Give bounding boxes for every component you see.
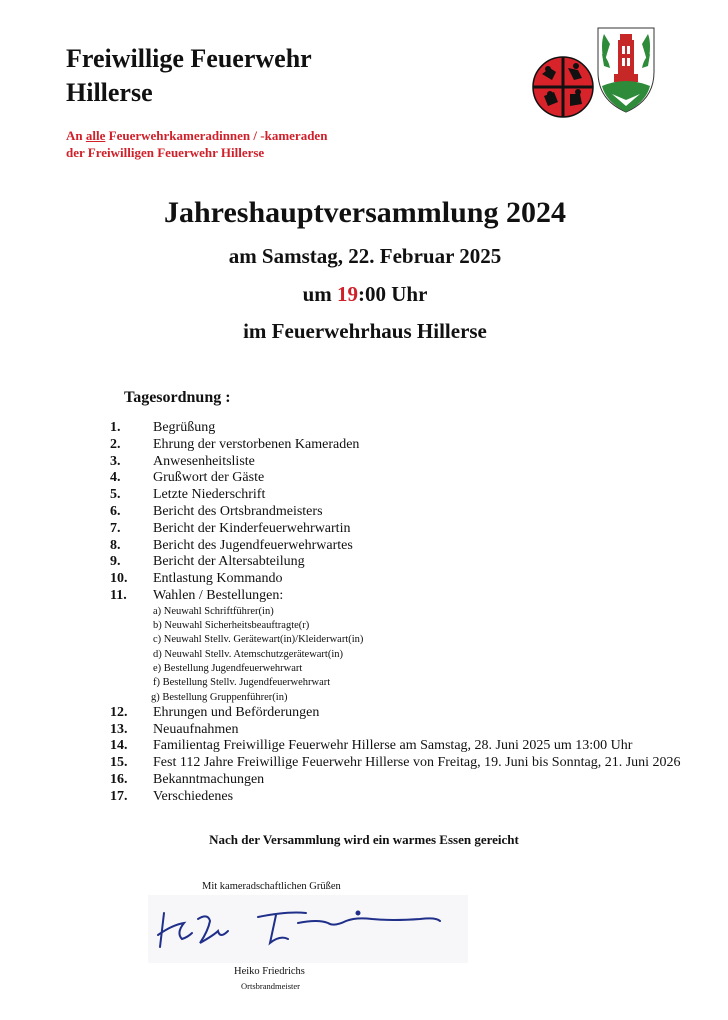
- agenda-item: 16. Bekanntmachungen: [110, 772, 265, 788]
- agenda-item: 9. Bericht der Altersabteilung: [110, 554, 305, 570]
- agenda-item: 4. Grußwort der Gäste: [110, 470, 265, 486]
- agenda-subitem: g) Bestellung Gruppenführer(in): [151, 691, 288, 703]
- agenda-subitem: a) Neuwahl Schriftführer(in): [153, 605, 274, 617]
- agenda-item: 3. Anwesenheitsliste: [110, 453, 255, 469]
- recipients-emphasis: alle: [85, 128, 106, 143]
- agenda-subitem: c) Neuwahl Stellv. Gerätewart(in)/Kleiderwart(in): [153, 634, 364, 646]
- agenda-subitem: e) Bestellung Jugendfeuerwehrwart: [153, 662, 303, 674]
- recipients-line: An alle Feuerwehrkameradinnen / -kameraden der Freiwilligen Feuerwehr Hillerse: [66, 128, 328, 160]
- agenda-item: 11. Wahlen / Bestellungen:: [110, 587, 284, 603]
- agenda-subitem: d) Neuwahl Stellv. Atemschutzgerätewart(in): [153, 648, 344, 660]
- organization-title-line1: Freiwillige Feuerwehr: [66, 44, 312, 73]
- hillerse-coat-of-arms-icon: [598, 28, 654, 112]
- event-title: Jahreshauptversammlung 2024: [164, 196, 566, 229]
- agenda-item: 14. Familientag Freiwillige Feuerwehr Hillerse am Samstag, 28. Juni 2025 um 13:00 Uhr: [110, 738, 633, 754]
- agenda-item: 8. Bericht des Jugendfeuerwehrwartes: [110, 537, 353, 553]
- agenda-item: 10. Entlastung Kommando: [110, 571, 283, 587]
- agenda-title: Tagesordnung :: [124, 389, 231, 406]
- agenda-list: [110, 420, 728, 806]
- event-time-hour: 19: [337, 282, 358, 306]
- agenda-item: 7. Bericht der Kinderfeuerwehrwartin: [110, 520, 351, 536]
- agenda-subitem: f) Bestellung Stellv. Jugendfeuerwehrwart: [153, 677, 331, 689]
- event-date: am Samstag, 22. Februar 2025: [228, 244, 502, 268]
- signer-role: Ortsbrandmeister: [241, 981, 301, 991]
- agenda-item: 15. Fest 112 Jahre Freiwillige Feuerwehr Hillerse von Freitag, 19. Juni bis Sonntag, 21. Juni 2026: [110, 755, 681, 771]
- logos: [530, 24, 660, 124]
- fire-brigade-emblem-icon: [533, 57, 593, 117]
- agenda-item: 1. Begrüßung: [110, 420, 216, 435]
- signer-name: Heiko Friedrichs: [234, 966, 305, 977]
- agenda-item: 6. Bericht des Ortsbrandmeisters: [110, 503, 323, 519]
- closing-greeting: Mit kameradschaftlichen Grüßen: [202, 881, 341, 892]
- agenda-subitem: b) Neuwahl Sicherheitsbeauftragte(r): [153, 620, 310, 632]
- agenda-item: 12. Ehrungen und Beförderungen: [110, 704, 320, 720]
- signature-image: [148, 895, 468, 963]
- agenda-item: 5. Letzte Niederschrift: [110, 487, 266, 503]
- agenda-item: 17. Verschiedenes: [110, 788, 234, 804]
- meal-note: Nach der Versammlung wird ein warmes Essen gereicht: [209, 832, 519, 847]
- organization-title-line2: Hillerse: [66, 78, 153, 107]
- agenda-item: 2. Ehrung der verstorbenen Kameraden: [110, 436, 360, 452]
- event-time: um 19:00 Uhr: [302, 282, 428, 306]
- agenda-item: 13. Neuaufnahmen: [110, 721, 239, 737]
- event-location: im Feuerwehrhaus Hillerse: [243, 319, 487, 343]
- organization-title: [66, 42, 312, 110]
